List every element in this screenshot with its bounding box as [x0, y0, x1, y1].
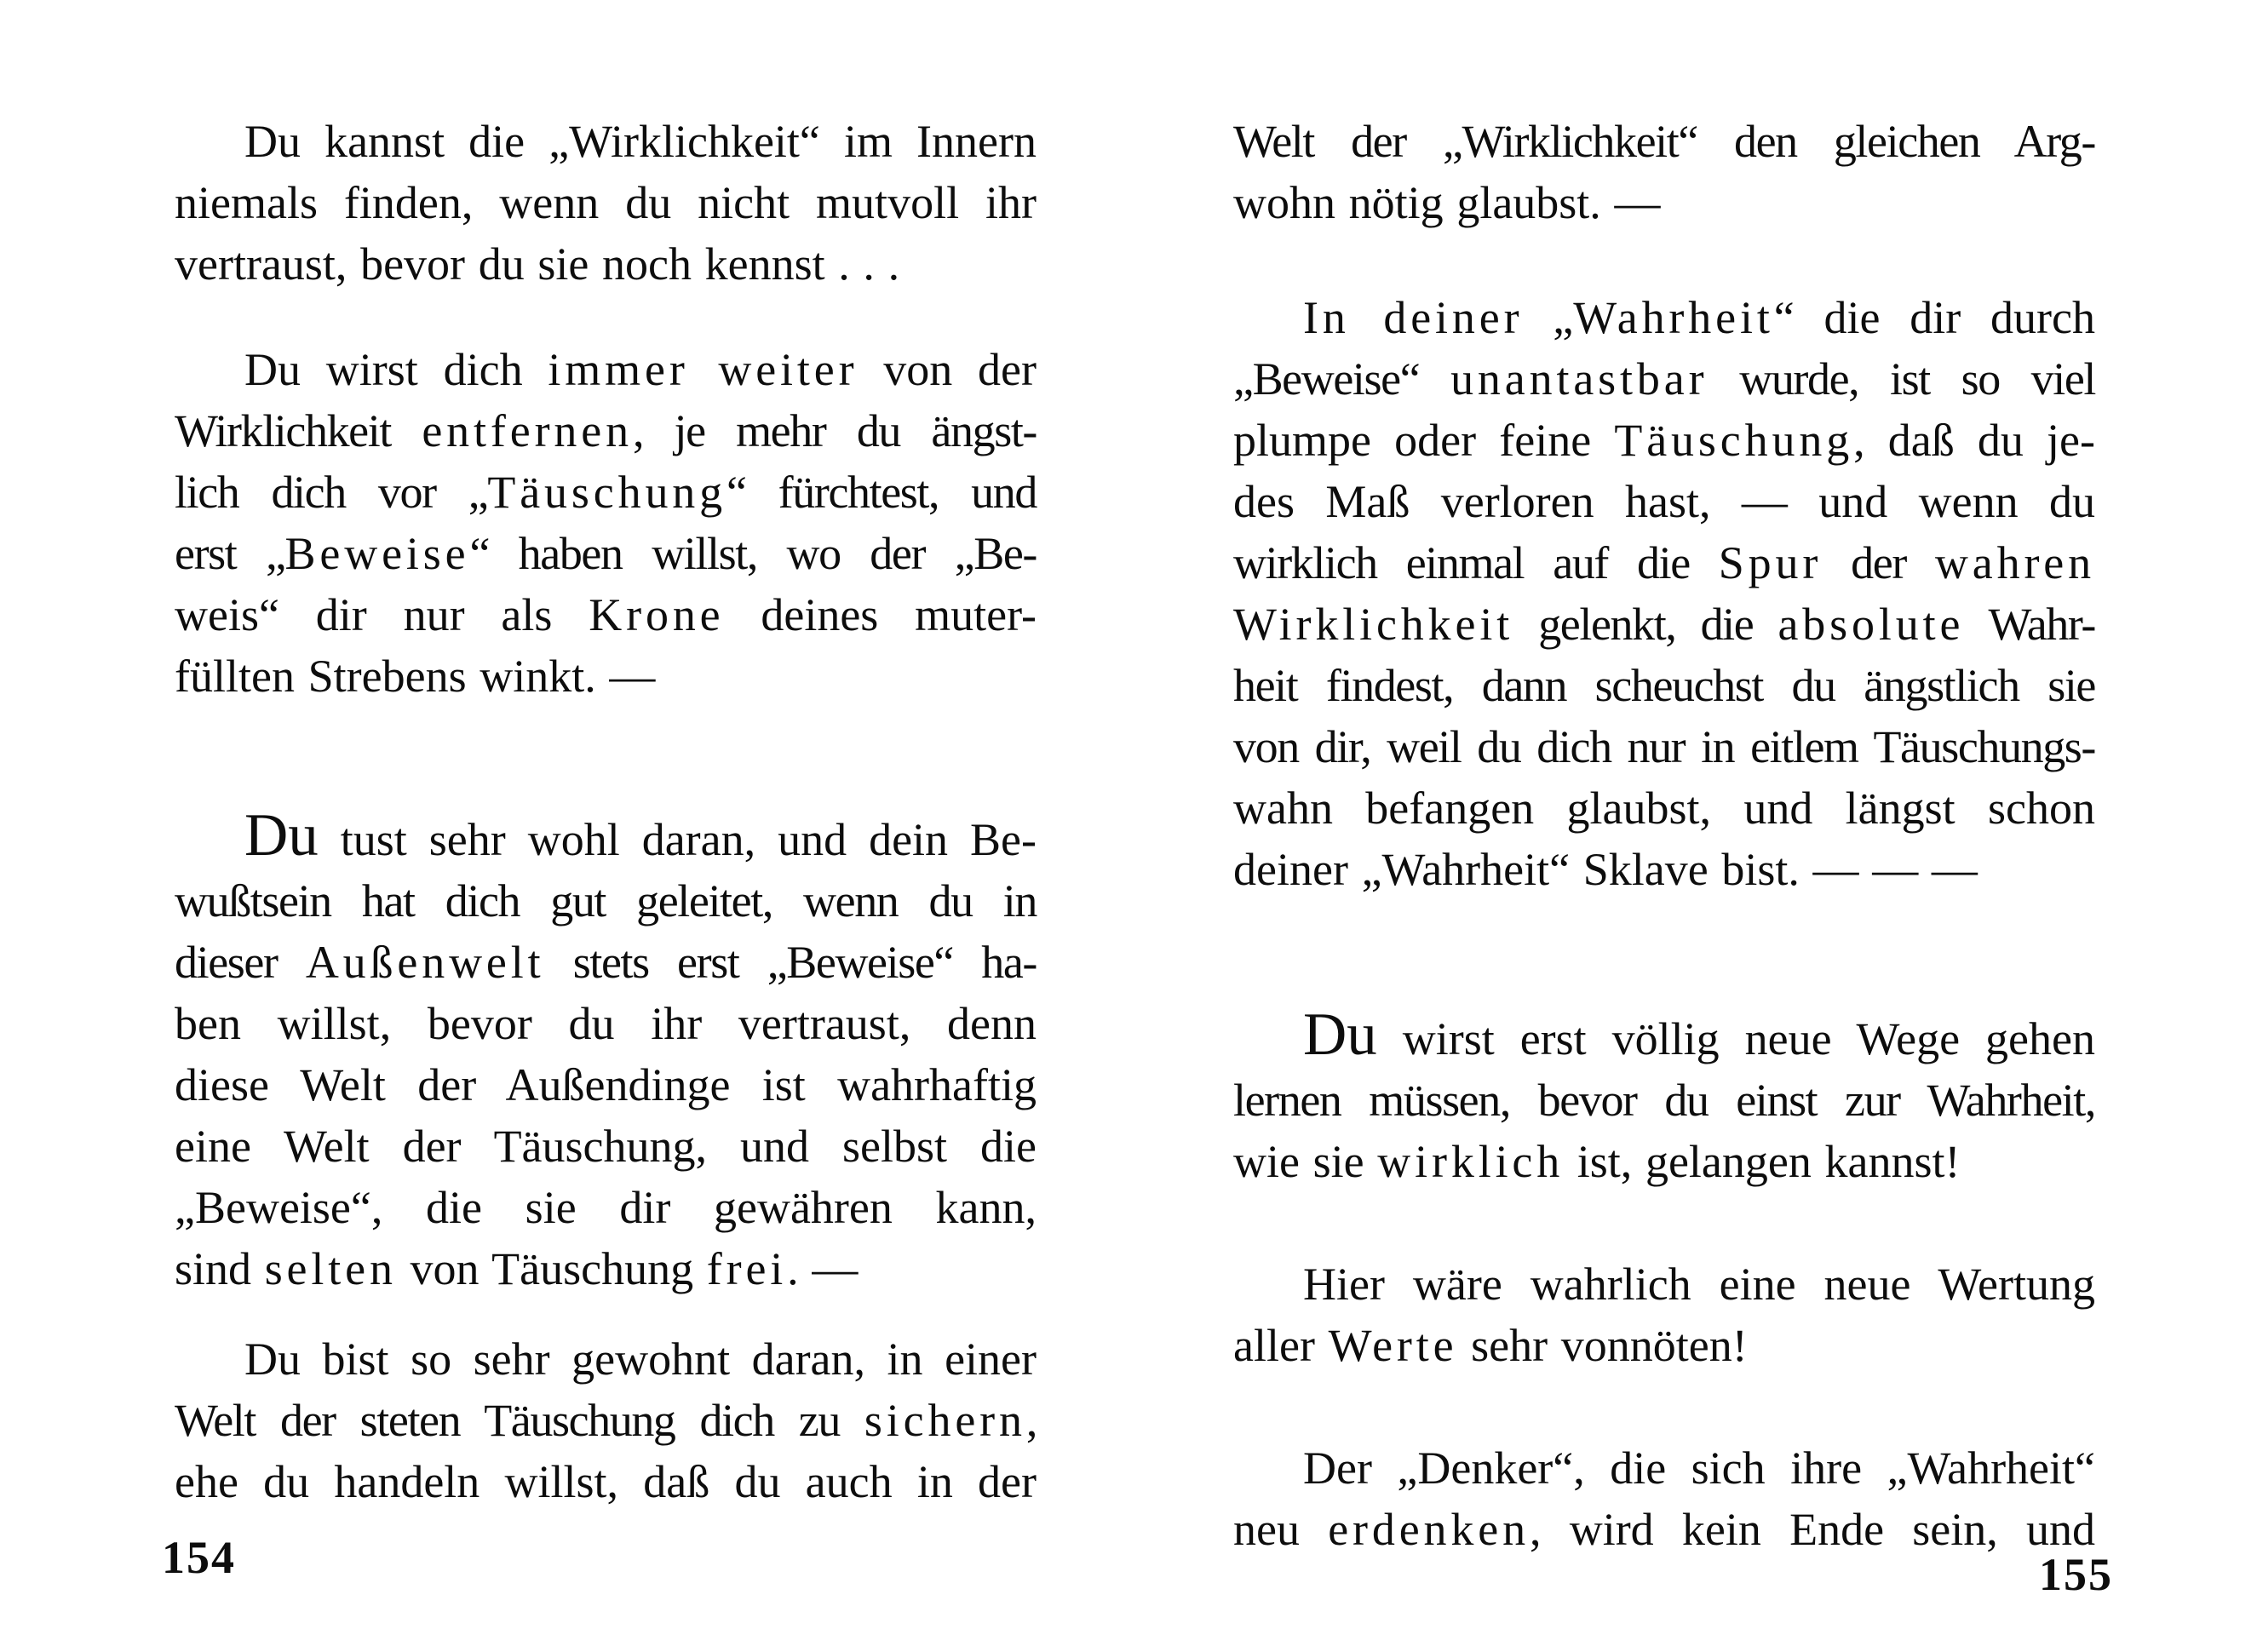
text-line: erst „Beweise“ haben willst, wo der „Be-	[175, 528, 1037, 579]
paragraph	[1233, 287, 2095, 900]
text-line: Der „Denker“, die sich ihre „Wahrheit“	[1303, 1443, 2095, 1494]
text-line: Du wirst dich immer weiter von der	[244, 344, 1037, 395]
text-line: wahn befangen glaubst, und längst schon	[1233, 783, 2095, 834]
text-line: vertraust, bevor du sie noch kennst . . .	[175, 238, 900, 290]
text-line: heit findest, dann scheuchst du ängstlich sie	[1233, 660, 2095, 711]
text-line: sind selten von Täuschung frei. —	[175, 1243, 859, 1294]
text-line: wohn nötig glaubst. —	[1233, 177, 1661, 228]
text-line: neu erdenken, wird kein Ende sein, und	[1233, 1504, 2095, 1555]
text-line: In deiner „Wahrheit“ die dir durch	[1303, 292, 2095, 343]
letterspaced-emphasis: Täuschung	[487, 467, 727, 518]
text-line: Du kannst die „Wirklichkeit“ im Innern	[244, 116, 1037, 167]
paragraph	[175, 111, 1037, 295]
text-line: weis“ dir nur als Krone deines muter-	[175, 589, 1037, 640]
text-line: wußtsein hat dich gut geleitet, wenn du in	[175, 875, 1037, 926]
text-line: niemals finden, wenn du nicht mutvoll ihr	[175, 177, 1037, 228]
text-line: aller Werte sehr vonnöten!	[1233, 1320, 1748, 1371]
paragraph	[175, 1328, 1037, 1512]
letterspaced-emphasis: Beweise	[284, 528, 470, 579]
letterspaced-emphasis: Außenwelt	[305, 937, 545, 988]
letterspaced-emphasis: wahren	[1934, 537, 2095, 588]
letterspaced-emphasis: selten	[264, 1243, 397, 1294]
letterspaced-emphasis: immer weiter	[548, 344, 859, 395]
text-line: „Beweise“ unantastbar wurde, ist so viel	[1233, 353, 2096, 404]
text-line: deiner „Wahrheit“ Sklave bist. — — —	[1233, 844, 1978, 895]
letterspaced-emphasis: absolute	[1777, 599, 1965, 650]
letterspaced-emphasis: frei	[706, 1243, 788, 1294]
text-line: Du wirst erst völlig neue Wege gehen	[1303, 1001, 2095, 1068]
letterspaced-emphasis: wirklich	[1377, 1136, 1565, 1187]
text-line: Welt der steten Täuschung dich zu sichern,	[175, 1395, 1037, 1446]
text-line: Hier wäre wahrlich eine neue Wertung	[1303, 1259, 2095, 1310]
text-line: diese Welt der Außendinge ist wahrhaftig	[175, 1059, 1037, 1110]
text-line: eine Welt der Täuschung, und selbst die	[175, 1121, 1037, 1172]
letterspaced-emphasis: Täuschung	[1614, 415, 1854, 466]
paragraph	[1233, 1437, 2095, 1560]
text-line: Welt der „Wirklichkeit“ den gleichen Arg-	[1233, 116, 2095, 167]
letterspaced-emphasis: Wirklichkeit	[1233, 599, 1514, 650]
text-line: wirklich einmal auf die Spur der wahren	[1233, 537, 2095, 588]
text-line: Du bist so sehr gewohnt daran, in einer	[244, 1334, 1037, 1385]
letterspaced-emphasis: Krone	[589, 589, 725, 640]
text-line: „Beweise“, die sie dir gewähren kann,	[175, 1182, 1037, 1233]
text-line: Wirklichkeit entfernen, je mehr du ängst-	[175, 405, 1037, 456]
letterspaced-emphasis: Wahrheit	[1573, 292, 1774, 343]
letterspaced-emphasis: Spur	[1718, 537, 1823, 588]
paragraph	[175, 339, 1037, 707]
text-line: ben willst, bevor du ihr vertraust, denn	[175, 998, 1037, 1049]
page-number-left: 154	[162, 1532, 236, 1583]
text-line: von dir, weil du dich nur in eitlem Täuschungs-	[1233, 721, 2095, 772]
enlarged-initial: Du	[244, 802, 319, 869]
paragraph	[1233, 1001, 2095, 1192]
letterspaced-emphasis: unantastbar	[1450, 353, 1709, 404]
text-line: lich dich vor „Täuschung“ fürchtest, und	[175, 467, 1037, 518]
text-line: Du tust sehr wohl daran, und dein Be-	[244, 802, 1037, 869]
letterspaced-emphasis: Werte	[1328, 1320, 1458, 1371]
letterspaced-emphasis: In deiner	[1303, 292, 1524, 343]
enlarged-initial: Du	[1303, 1001, 1377, 1068]
letterspaced-emphasis: entfernen	[422, 405, 633, 456]
text-line: plumpe oder feine Täuschung, daß du je-	[1233, 415, 2096, 466]
text-line: füllten Strebens winkt. —	[175, 651, 656, 702]
text-line: ehe du handeln willst, daß du auch in der	[175, 1456, 1037, 1507]
text-line: lernen müssen, bevor du einst zur Wahrheit,	[1233, 1075, 2095, 1126]
letterspaced-emphasis: sichern	[864, 1395, 1026, 1446]
text-line: Wirklichkeit gelenkt, die absolute Wahr-	[1233, 599, 2095, 650]
page-number-right: 155	[2039, 1549, 2113, 1600]
paragraph	[175, 802, 1037, 1299]
right-page	[1233, 111, 2095, 1560]
paragraph	[1233, 1253, 2095, 1376]
letterspaced-emphasis: erdenken	[1328, 1504, 1530, 1555]
text-line: wie sie wirklich ist, gelangen kannst!	[1233, 1136, 1961, 1187]
left-page	[175, 111, 1037, 1512]
text-line: des Maß verloren hast, — und wenn du	[1233, 476, 2095, 527]
text-line: dieser Außenwelt stets erst „Beweise“ ha-	[175, 937, 1037, 988]
paragraph	[1233, 111, 2095, 233]
